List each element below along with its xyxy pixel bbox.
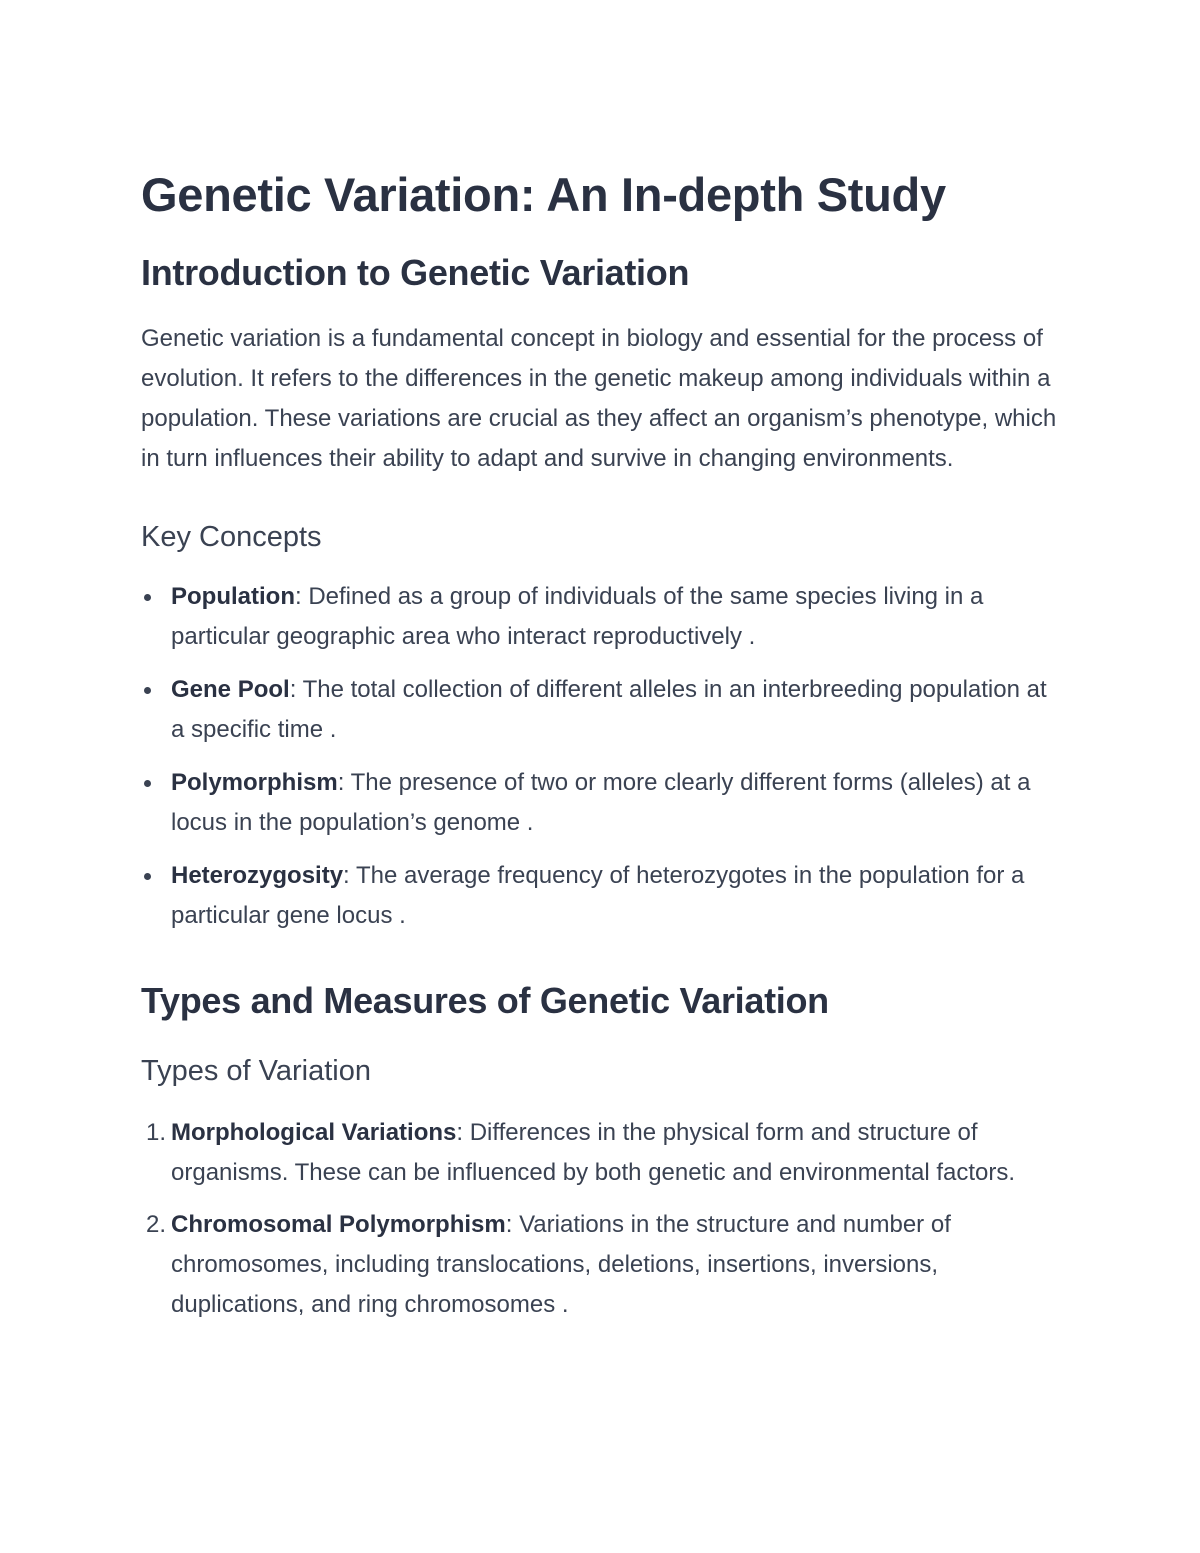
intro-heading: Introduction to Genetic Variation	[141, 252, 690, 293]
list-item	[141, 763, 1061, 843]
definition: : Differences in the physical form and structure of organisms. These can be influenced by both genetic and environmental factors.	[171, 1119, 1016, 1186]
term: Population	[171, 583, 295, 610]
term: Gene Pool	[171, 676, 290, 703]
document-page	[141, 165, 1061, 1325]
list-item	[141, 1113, 1061, 1193]
types-measures-heading: Types and Measures of Genetic Variation	[141, 980, 829, 1021]
term: Morphological Variations	[171, 1119, 457, 1146]
term: Heterozygosity	[171, 862, 344, 889]
document-title: Genetic Variation: An In-depth Study	[141, 168, 946, 221]
term: Polymorphism	[171, 769, 338, 796]
definition: : The presence of two or more clearly different forms (alleles) at a locus in the population’s genome .	[171, 769, 1031, 836]
types-of-variation-heading: Types of Variation	[141, 1055, 371, 1087]
key-concepts-heading: Key Concepts	[141, 521, 322, 553]
definition: : The total collection of different alleles in an interbreeding population at a specific time .	[171, 676, 1047, 743]
definition: : The average frequency of heterozygotes in the population for a particular gene locus .	[171, 862, 1025, 929]
term: Chromosomal Polymorphism	[171, 1211, 506, 1238]
list-item	[141, 1205, 1061, 1325]
list-item	[141, 856, 1061, 936]
intro-paragraph: Genetic variation is a fundamental concept in biology and essential for the process of evolution. It refers to the differences in the genetic makeup among individuals within a population. These variations are crucial as they affect an organism’s phenotype, which in turn influences their ability to adapt and survive in changing environments.	[141, 325, 1057, 472]
definition: : Variations in the structure and number of chromosomes, including translocations, deletions, insertions, inversions, duplications, and ring chromosomes .	[171, 1211, 951, 1318]
types-of-variation-list	[141, 1113, 1061, 1325]
definition: : Defined as a group of individuals of the same species living in a particular geographic area who interact reproductively .	[171, 583, 984, 650]
list-item	[141, 577, 1061, 657]
list-item	[141, 670, 1061, 750]
list-number: 1.	[146, 1119, 167, 1146]
list-number: 2.	[146, 1211, 167, 1238]
key-concepts-list	[141, 577, 1061, 936]
